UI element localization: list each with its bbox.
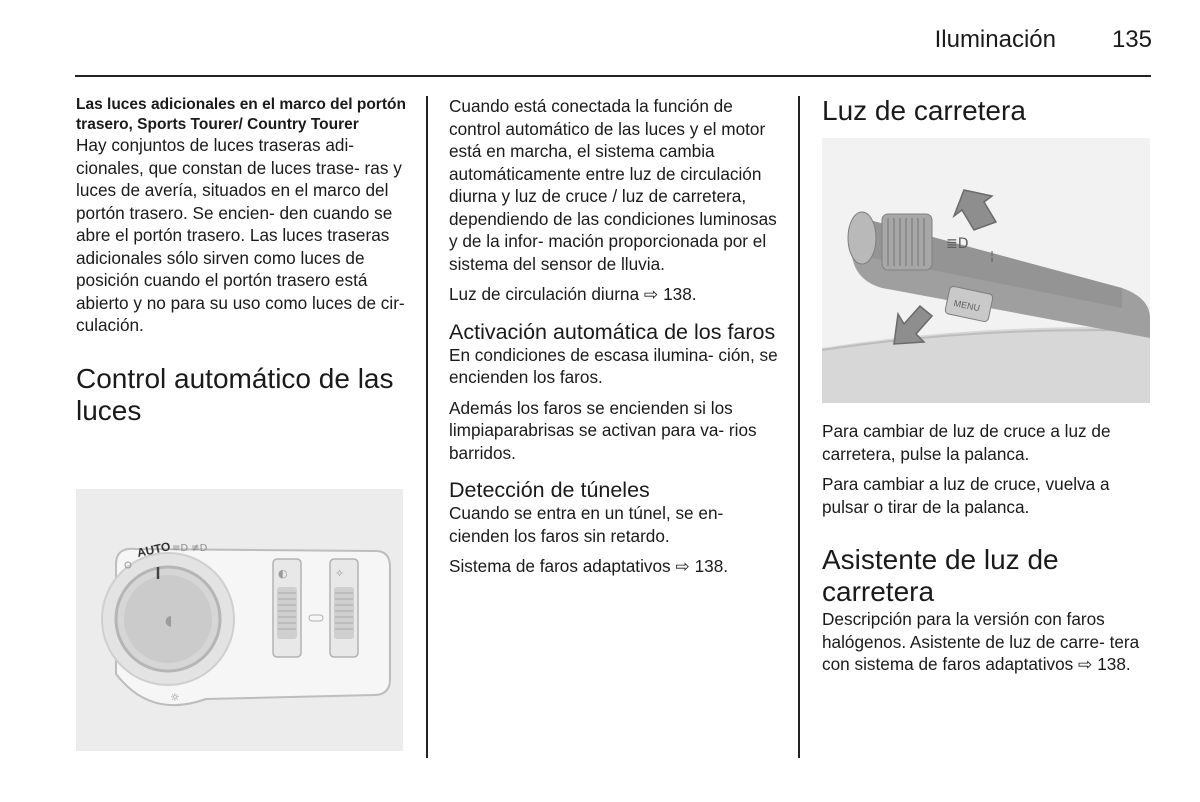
heading-tunnel-detection: Detección de túneles [449, 478, 650, 502]
svg-text:¦: ¦ [990, 249, 995, 263]
heading-high-beam: Luz de carretera [822, 95, 1026, 126]
paragraph-auto-control-intro: Cuando está conectada la función de control automático de las luces y el motor está en marcha, el sistema cambia automáticamente entre luz de circulación diurna y luz de cruce / luz de carretera, dependiendo de las condiciones luminosas y de la infor- mación proporcionada por el sistema del sensor de lluvia. [449, 96, 777, 274]
svg-text:≡D ≢D: ≡D ≢D [172, 543, 208, 554]
page-number: 135 [1111, 26, 1152, 53]
column-2 [449, 95, 779, 586]
high-beam-stalk-figure [822, 138, 1150, 403]
heading-auto-light-control: Control automático de las luces [76, 362, 394, 426]
column-1 [76, 95, 406, 427]
light-switch-figure [76, 489, 403, 751]
svg-text:☼: ☼ [170, 691, 180, 704]
auto-label: AUTO [135, 539, 172, 560]
light-switch-illustration [76, 489, 403, 751]
paragraph-low-light: En condiciones de escasa ilumina- ción, se encienden los faros. [449, 344, 778, 387]
paragraph-tailgate-lights: Hay conjuntos de luces traseras adi- cionales, que constan de luces trase- ras y luces de avería, situados en el marco del portón trasero. Se encien- den cuando se abre el portón trasero. Las luces traseras adicionales sólo sirven como luces de posición cuando el portón trasero está abierto y no para su uso como luces de cir- culación. [76, 135, 405, 335]
menu-button-label: MENU [952, 297, 981, 314]
column-3 [822, 95, 1152, 127]
heading-auto-headlight-activation: Activación automática de los faros [449, 319, 776, 344]
column-3-lower [822, 420, 1152, 684]
reference-adaptive-headlights: Sistema de faros adaptativos ⇨ 138. [449, 556, 729, 576]
paragraph-switch-to-high-beam: Para cambiar de luz de cruce a luz de carretera, pulse la palanca. [822, 421, 1111, 464]
paragraph-wipers: Además los faros se encienden si los limpiaparabrisas se activan para va- rios barridos. [449, 397, 757, 463]
stalk-illustration [822, 138, 1150, 403]
reference-daytime-running-light: Luz de circulación diurna ⇨ 138. [449, 284, 697, 304]
svg-text:◖: ◖ [165, 613, 173, 629]
svg-text:✧: ✧ [335, 567, 345, 580]
paragraph-tunnel: Cuando se entra en un túnel, se en- cienden los faros sin retardo. [449, 503, 724, 546]
paragraph-high-beam-assist: Descripción para la versión con faros halógenos. Asistente de luz de carre- tera con sistema de faros adaptativos ⇨ 138. [822, 609, 1140, 674]
column-divider-right [798, 96, 800, 758]
svg-text:≣D: ≣D [946, 236, 969, 252]
svg-text:◐: ◐ [278, 567, 288, 580]
header-rule [75, 75, 1151, 77]
page-header-title: Iluminación [934, 26, 1056, 53]
paragraph-switch-to-low-beam: Para cambiar a luz de cruce, vuelva a pulsar o tirar de la palanca. [822, 474, 1110, 517]
subheading-tailgate-lights: Las luces adicionales en el marco del portón trasero, Sports Tourer/ Country Tourer [76, 96, 406, 133]
heading-high-beam-assist: Asistente de luz de carretera [822, 544, 1059, 607]
column-divider-left [426, 96, 428, 758]
